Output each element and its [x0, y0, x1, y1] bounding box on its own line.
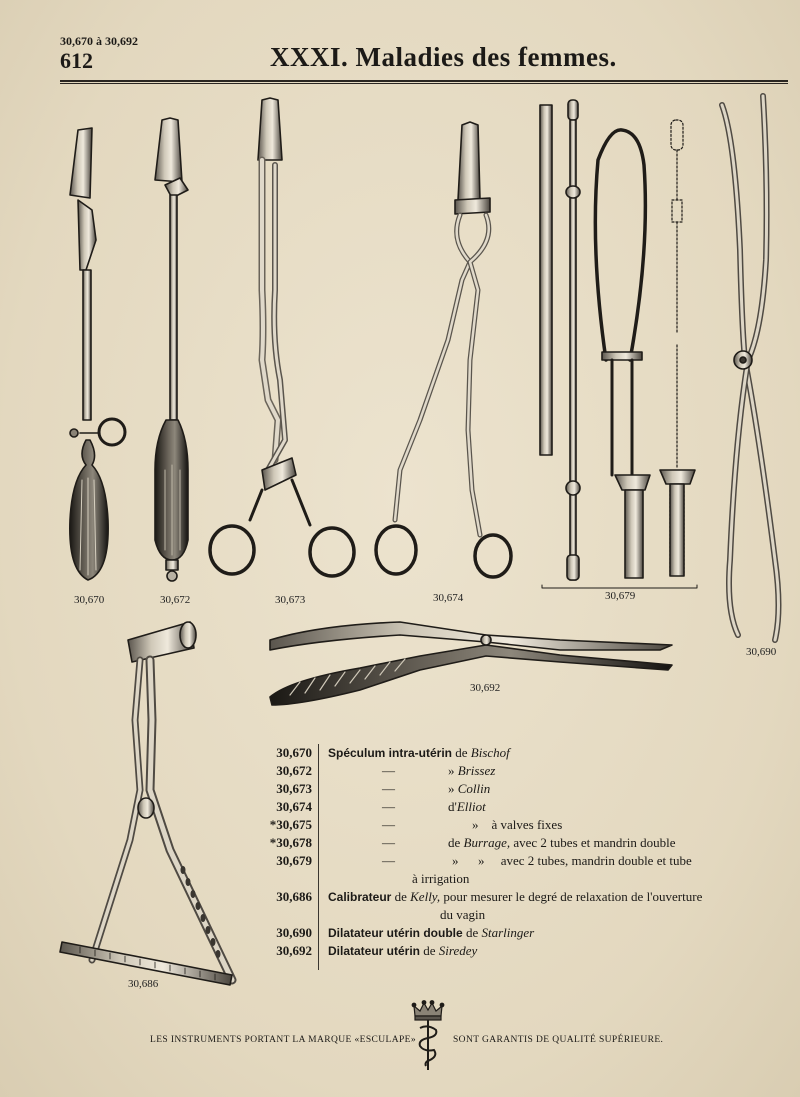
instrument-30672	[155, 118, 188, 581]
item-author: Elliot	[456, 799, 486, 814]
instrument-30686	[60, 622, 232, 985]
crown-and-caduceus-icon	[410, 1000, 446, 1072]
figure-label-30672: 30,672	[160, 594, 191, 606]
item-detail-continued: du vagin	[440, 907, 486, 922]
table-row	[240, 780, 780, 798]
footer-guarantee-text: SONT GARANTIS DE QUALITÉ SUPÉRIEURE.	[453, 1035, 664, 1045]
table-row	[240, 762, 780, 780]
item-of: de	[423, 943, 436, 958]
item-dash: —	[382, 853, 395, 868]
item-table	[240, 744, 780, 960]
item-number: 30,692	[276, 943, 312, 958]
item-of: d'	[448, 799, 457, 814]
item-description	[328, 942, 778, 960]
item-description	[328, 744, 778, 762]
item-name: Spéculum intra-utérin	[328, 746, 453, 760]
figure-label-30686: 30,686	[128, 978, 159, 990]
item-number: 30,674	[276, 799, 312, 814]
instrument-30674	[376, 122, 511, 577]
instrument-30690	[722, 96, 779, 640]
instrument-30670	[70, 128, 125, 580]
item-dash: —	[382, 763, 395, 778]
page-title: XXXI. Maladies des femmes.	[270, 42, 617, 72]
item-number: 30,672	[276, 763, 312, 778]
item-of: de	[448, 835, 461, 850]
figure-label-30679: 30,679	[605, 590, 636, 602]
item-description	[328, 762, 778, 780]
table-row	[240, 744, 780, 762]
table-row-continuation	[240, 870, 780, 888]
item-ditto: » »	[452, 853, 485, 868]
figure-label-30674: 30,674	[433, 592, 464, 604]
figure-label-30673: 30,673	[275, 594, 306, 606]
item-number: 30,679	[276, 853, 312, 868]
item-name: Calibrateur	[328, 890, 392, 904]
item-detail: avec 2 tubes et mandrin double	[513, 835, 676, 850]
item-number: *30,675	[269, 817, 312, 832]
item-name: Dilatateur utérin double	[328, 926, 463, 940]
item-detail: pour mesurer le degré de relaxation de l'ouverture	[443, 889, 703, 904]
item-author: Collin	[457, 781, 491, 796]
item-range: 30,670 à 30,692	[60, 34, 138, 48]
item-detail-continued: à irrigation	[412, 871, 470, 886]
item-description	[328, 816, 778, 834]
item-dash: —	[382, 781, 395, 796]
table-row	[240, 942, 780, 960]
item-dash: —	[382, 817, 395, 832]
item-number: *30,678	[269, 835, 312, 850]
item-number: 30,670	[276, 745, 312, 760]
figure-label-30670: 30,670	[74, 594, 105, 606]
figure-label-30692: 30,692	[470, 682, 501, 694]
item-author: Brissez	[457, 763, 496, 778]
footer-trademark-text: LES INSTRUMENTS PORTANT LA MARQUE «ESCULAPE»	[150, 1035, 417, 1045]
item-number: 30,690	[276, 925, 312, 940]
item-author: Kelly,	[410, 889, 441, 904]
table-row	[240, 852, 780, 870]
item-author: Bischof	[470, 745, 510, 760]
table-row-continuation	[240, 906, 780, 924]
table-row	[240, 816, 780, 834]
item-name: Dilatateur utérin	[328, 944, 421, 958]
item-description	[328, 834, 778, 852]
item-description	[328, 888, 778, 906]
item-of: de	[455, 745, 468, 760]
item-ditto: »	[448, 763, 455, 778]
figure-label-30690: 30,690	[746, 646, 777, 658]
item-description	[328, 852, 778, 870]
item-number: 30,673	[276, 781, 312, 796]
table-row	[240, 834, 780, 852]
item-description	[328, 924, 778, 942]
instrument-30679	[540, 100, 697, 588]
item-author: Starlinger	[481, 925, 535, 940]
item-author: Siredey	[438, 943, 478, 958]
table-row	[240, 924, 780, 942]
item-detail: à valves fixes	[491, 817, 563, 832]
item-number: 30,686	[276, 889, 312, 904]
item-detail: avec 2 tubes, mandrin double et tube	[500, 853, 692, 868]
item-of: de	[465, 925, 479, 940]
page-number: 612	[60, 48, 93, 73]
item-of: de	[394, 889, 407, 904]
item-author: Burrage,	[463, 835, 511, 850]
table-row	[240, 798, 780, 816]
item-ditto: »	[448, 781, 455, 796]
instrument-30673	[210, 98, 354, 576]
item-description	[328, 798, 778, 816]
item-description	[328, 780, 778, 798]
table-row	[240, 888, 780, 906]
item-dash: —	[382, 799, 395, 814]
item-dash: —	[382, 835, 395, 850]
item-ditto: »	[472, 817, 479, 832]
